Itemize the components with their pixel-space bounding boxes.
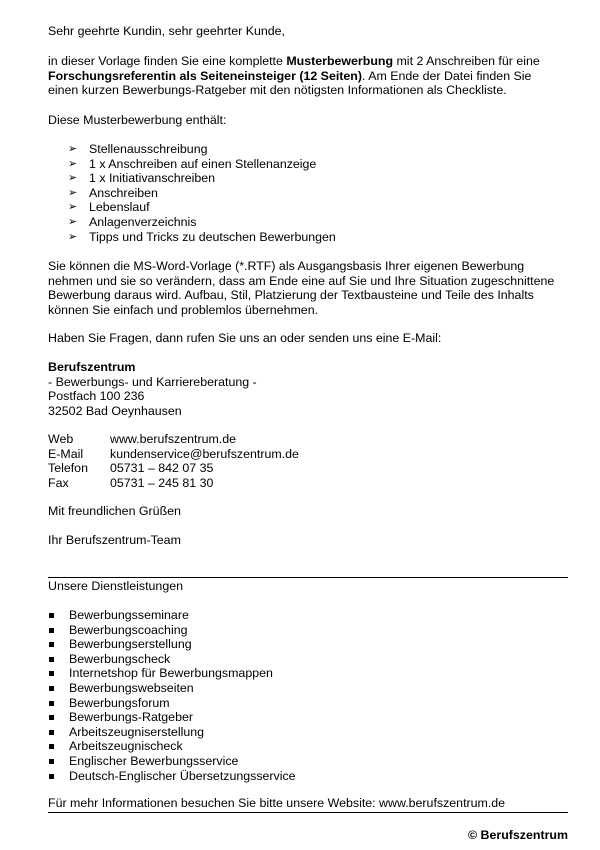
website-link[interactable]: www.berufszentrum.de xyxy=(110,432,237,446)
list-item: Arbeitszeugniserstellung xyxy=(48,725,296,740)
intro-line-1-end: mit 2 Anschreiben für eine xyxy=(393,54,540,68)
usage-line-4: können Sie einfach und problemlos übernehmen. xyxy=(48,302,319,317)
contact-label: Fax xyxy=(48,475,69,490)
square-bullet-icon xyxy=(49,701,54,706)
intro-highlight-musterbewerbung: Musterbewerbung xyxy=(286,54,394,68)
company-name: Berufszentrum xyxy=(48,360,136,374)
square-bullet-icon xyxy=(49,642,54,647)
list-item: Bewerbungsforum xyxy=(48,696,296,711)
list-item: ➢ Tipps und Tricks zu deutschen Bewerbungen xyxy=(68,229,336,244)
list-item: Bewerbungswebseiten xyxy=(48,681,296,696)
services-heading: Unsere Dienstleistungen xyxy=(48,579,183,593)
arrow-bullet-icon: ➢ xyxy=(68,201,78,214)
fax-number: 05731 – 245 81 30 xyxy=(110,475,214,490)
divider-bottom xyxy=(48,812,568,813)
arrow-bullet-icon: ➢ xyxy=(68,186,78,199)
list-item: ➢ Anschreiben xyxy=(68,185,158,200)
square-bullet-icon xyxy=(49,730,54,735)
contact-fax xyxy=(48,476,213,491)
square-bullet-icon xyxy=(49,715,54,720)
list-item: ➢ Anlagenverzeichnis xyxy=(68,214,197,229)
square-bullet-icon xyxy=(49,744,54,749)
list-item: Bewerbungscheck xyxy=(48,652,296,667)
list-item: Bewerbungs-Ratgeber xyxy=(48,710,296,725)
list-item: Bewerbungscoaching xyxy=(48,623,296,638)
intro-highlight-position: Forschungsreferentin als Seiteneinsteiger (12 Seiten) xyxy=(48,68,362,83)
contents-list xyxy=(68,142,336,244)
usage-line-3: Bewerbung daraus wird. Aufbau, Stil, Platzierung der Textbausteine und Teile des Inhalts xyxy=(48,288,534,303)
arrow-bullet-icon: ➢ xyxy=(68,143,78,155)
list-item: ➢ 1 x Initiativanschreiben xyxy=(68,171,216,186)
services-list xyxy=(48,608,296,783)
square-bullet-icon xyxy=(49,613,54,618)
closing: Mit freundlichen Grüßen xyxy=(48,504,181,518)
intro-line-3: einen kurzen Bewerbungs-Ratgeber mit den nötigsten Informationen als Checkliste. xyxy=(48,83,507,98)
list-item: Internetshop für Bewerbungsmappen xyxy=(48,666,296,681)
salutation: Sehr geehrte Kundin, sehr geehrter Kunde, xyxy=(48,24,285,38)
company-city: 32502 Bad Oeynhausen xyxy=(48,403,182,418)
square-bullet-icon xyxy=(49,686,54,691)
company-postbox: Postfach 100 236 xyxy=(48,389,145,404)
company-tagline: - Bewerbungs- und Karriereberatung - xyxy=(48,374,257,389)
divider-top xyxy=(48,577,568,578)
more-info-text: Für mehr Informationen besuchen Sie bitte unsere Website: www.berufszentrum.de xyxy=(48,796,506,810)
contact-web xyxy=(48,432,236,447)
square-bullet-icon xyxy=(49,628,54,633)
contact-email xyxy=(48,447,299,462)
contact-label: Web xyxy=(48,432,74,446)
arrow-bullet-icon: ➢ xyxy=(68,172,78,185)
arrow-bullet-icon: ➢ xyxy=(68,215,78,228)
list-item: Englischer Bewerbungsservice xyxy=(48,754,296,769)
list-item: Arbeitszeugnischeck xyxy=(48,739,296,754)
phone-number: 05731 – 842 07 35 xyxy=(110,461,214,476)
list-item: Bewerbungsseminare xyxy=(48,608,296,623)
square-bullet-icon xyxy=(49,671,54,676)
arrow-bullet-icon: ➢ xyxy=(68,157,78,170)
usage-line-1: Sie können die MS-Word-Vorlage (*.RTF) als Ausgangsbasis Ihrer eigenen Bewerbung xyxy=(48,259,525,273)
intro-line-1 xyxy=(48,54,540,69)
copyright: © Berufszentrum xyxy=(467,828,568,842)
usage-line-2: nehmen und sie so verändern, dass am Ende eine auf Sie und Ihre Situation zugeschnittene xyxy=(48,273,555,288)
contact-phone xyxy=(48,461,213,476)
questions-text: Haben Sie Fragen, dann rufen Sie uns an oder senden uns eine E-Mail: xyxy=(48,331,442,345)
square-bullet-icon xyxy=(49,657,54,662)
list-item: ➢ Stellenausschreibung xyxy=(68,142,208,156)
list-item: Bewerbungserstellung xyxy=(48,637,296,652)
contact-label: Telefon xyxy=(48,461,88,476)
arrow-bullet-icon: ➢ xyxy=(68,230,78,243)
square-bullet-icon xyxy=(49,759,54,764)
list-item: ➢ 1 x Anschreiben auf einen Stellenanzeige xyxy=(68,156,317,171)
list-item: ➢ Lebenslauf xyxy=(68,200,150,215)
email-link[interactable]: kundenservice@berufszentrum.de xyxy=(110,446,299,461)
list-item: Deutsch-Englischer Übersetzungsservice xyxy=(48,769,296,784)
square-bullet-icon xyxy=(49,774,54,779)
intro-line-2-end: . Am Ende der Datei finden Sie xyxy=(362,68,532,83)
signature: Ihr Berufszentrum-Team xyxy=(48,533,181,547)
contents-heading: Diese Musterbewerbung enthält: xyxy=(48,113,227,127)
intro-line-2 xyxy=(48,69,531,84)
intro-line-1-start: in dieser Vorlage finden Sie eine komplette xyxy=(48,54,287,68)
contact-label: E-Mail xyxy=(48,446,84,461)
